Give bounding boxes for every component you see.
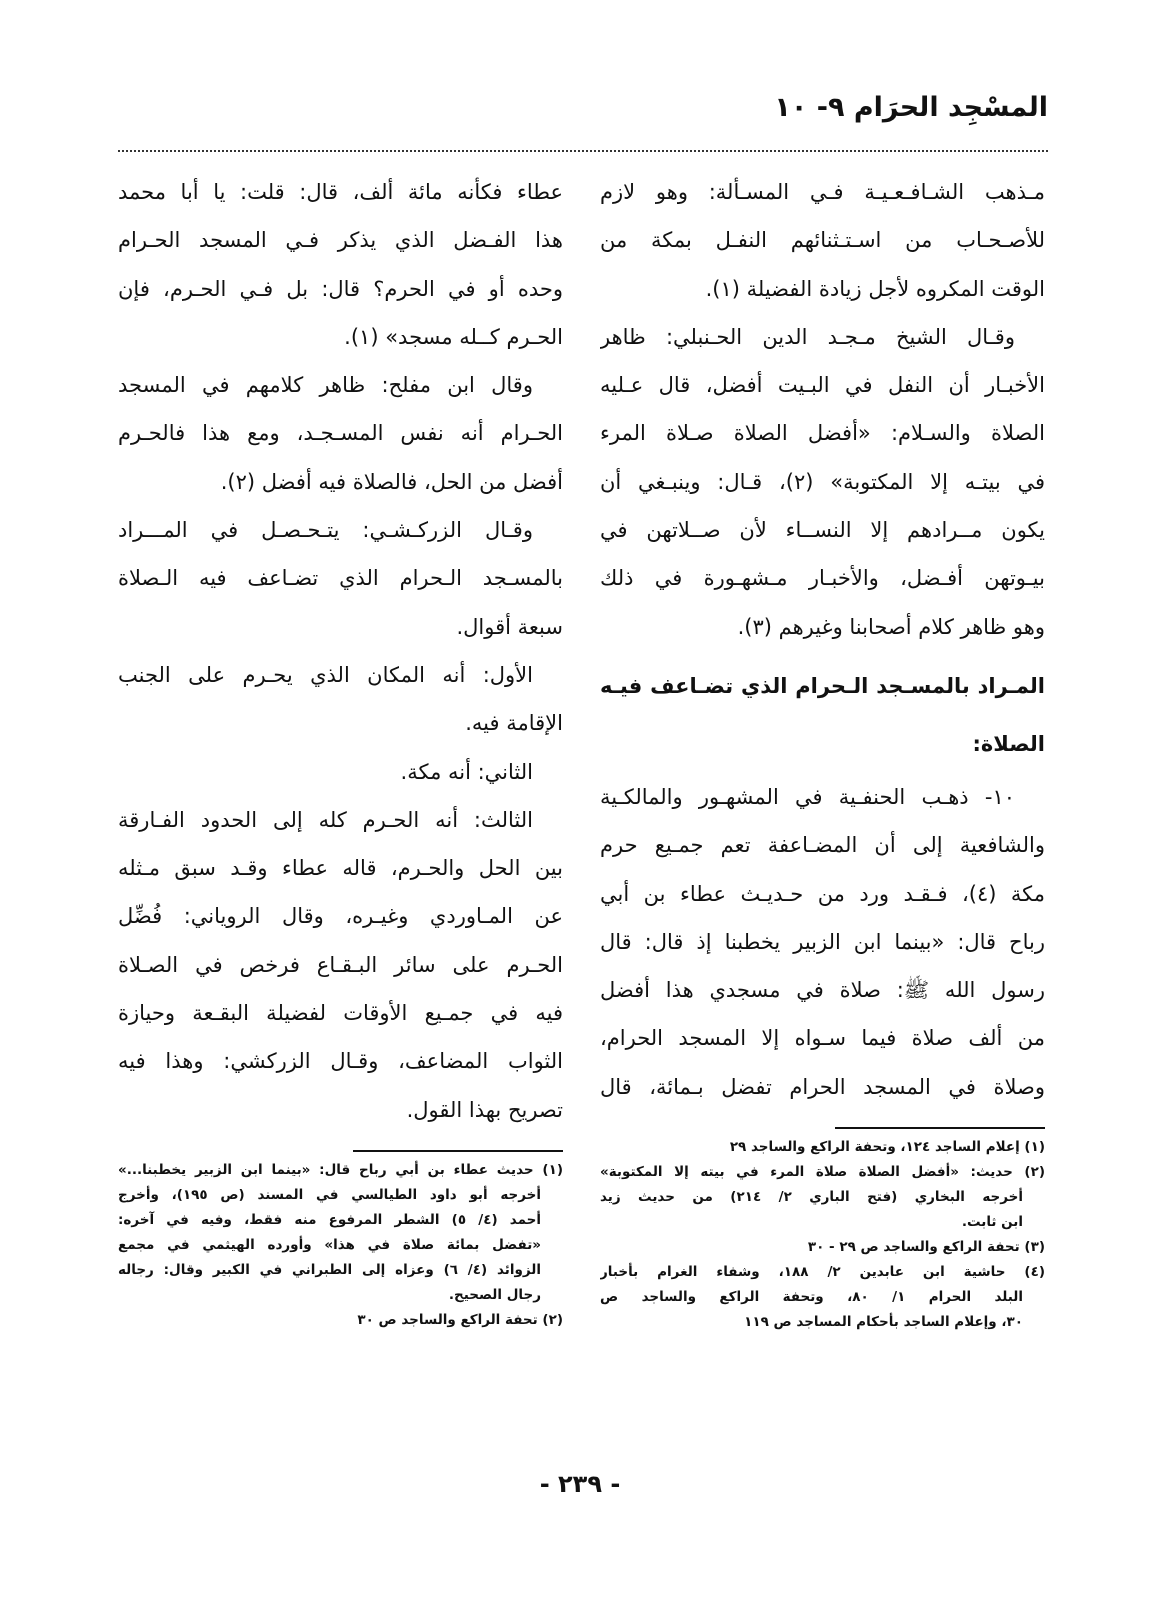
footnote-line: رجال الصحيح. [448, 1286, 541, 1303]
footnote-line: «تفضل بمائة صلاة في هذا» وأورده الهيثمي في مجمع [118, 1236, 541, 1253]
footnote-line: البلد الحرام ١/ ٨٠، وتحفة الراكع والساجد ص [600, 1289, 1023, 1306]
footnote-line: أحمد (٤/ ٥) الشطر المرفوع منه فقط، وفيه في آخره: [118, 1211, 542, 1228]
body-text-line: الأخبـار أن النفل في البـيت أفضل، قال عـليه [600, 373, 1045, 398]
footnote-line: ٣٠، وإعلام الساجد بأحكام المساجد ص ١١٩ [744, 1314, 1023, 1331]
left-column [118, 168, 563, 1333]
body-text-line: فيه في جمـيع الأوقات لفضيلة البقـعة وحيازة [118, 1001, 563, 1026]
body-text-line: رسول الله ﷺ: صلاة في مسجدي هذا أفضل [600, 978, 1045, 1003]
footnote-line: (٣) تحفة الراكع والساجد ص ٢٩ - ٣٠ [807, 1239, 1045, 1256]
footnote-separator [835, 1127, 1045, 1129]
right-column [600, 168, 1045, 1335]
body-text-line: مكة (٤)، فـقـد ورد من حـديـث عطاء بن أبي [600, 881, 1045, 906]
page-number: - ٢٣٩ - [539, 1470, 621, 1498]
body-text-line: بين الحل والحـرم، قاله عطاء وقـد سبق مـثله [118, 856, 563, 881]
body-text-line: عطاء فكأنه مائة ألف، قال: قلت: يا أبا محمد [118, 180, 563, 204]
body-text-line: وقـال الزركـشـي: يتـحـصـل في المـــراد [118, 518, 533, 543]
body-text-line: أفضل من الحل، فالصلاة فيه أفضل (٢). [220, 469, 563, 494]
body-text-line: وهو ظاهر كلام أصحابنا وغيرهم (٣). [737, 614, 1045, 639]
body-text-line: من ألف صلاة فيما سـواه إلا المسجد الحرام، [600, 1026, 1045, 1051]
section-heading-line: المـراد بالمسـجد الـحرام الذي تضـاعف فيـه [600, 673, 1045, 698]
body-text-line: الثواب المضاعف، وقـال الزركشي: وهذا فيه [118, 1049, 563, 1074]
footnote-separator [353, 1150, 563, 1152]
body-text-line: الإقامة فيه. [465, 711, 563, 736]
body-text-line: في بيتـه إلا المكتوبة» (٢)، قـال: وينبـغي أن [600, 469, 1045, 494]
body-text-line: الثالث: أنه الحـرم كله إلى الحدود الفـارقة [118, 807, 533, 832]
body-text-line: عن المـاوردي وغيـره، وقال الروياني: فُضِّل [118, 904, 563, 929]
body-text-line: سبعة أقوال. [456, 614, 563, 639]
body-text-line: بيـوتهن أفـضل، والأخبـار مـشهـورة في ذلك [600, 566, 1045, 591]
body-text-line: ١٠- ذهـب الحنفـية في المشهـور والمالكـية [600, 784, 1015, 809]
body-text-line: بالمسـجد الـحرام الذي تضـاعف فيه الـصلاة [118, 566, 563, 591]
body-text-line: والشافعية إلى أن المضـاعفة تعم جمـيع حرم [600, 833, 1045, 858]
footnote-line: ابن ثابت. [961, 1214, 1023, 1231]
body-text-line: مـذهب الشـافـعـيـة فـي المسـألة: وهو لازم [600, 180, 1045, 204]
body-text-line: الصلاة والسـلام: «أفضل الصلاة صـلاة المرء [600, 421, 1045, 446]
footnote-line: أخرجه البخاري (فتح الباري ٢/ ٢١٤) من حديث زيد [600, 1189, 1023, 1206]
header-divider [118, 150, 1048, 152]
footnote-line: (١) حديث عطاء بن أبي رباح قال: «بينما ابن الزبير يخطبنا...» [118, 1161, 563, 1178]
body-text-line: الحـرم كــله مسجد» (١). [344, 324, 563, 349]
footnote-line: أخرجه أبو داود الطيالسي في المسند (ص ١٩٥)، وأخرج [118, 1186, 542, 1203]
footnote-line: (٢) حديث: «أفضل الصلاة صلاة المرء في بيته إلا المكتوبة» [600, 1164, 1045, 1181]
footnote-line: (١) إعلام الساجد ١٢٤، وتحفة الراكع والساجد ٢٩ [729, 1139, 1045, 1156]
footnote-line: (٤) حاشية ابن عابدين ٢/ ١٨٨، وشفاء الغرام بأخبار [600, 1264, 1045, 1281]
body-text-line: وصلاة في المسجد الحرام تفضل بـمائة، قال [600, 1074, 1045, 1099]
body-text-line: وحده أو في الحرم؟ قال: بل فـي الحـرم، فإن [118, 276, 563, 301]
body-text-line: وقـال الشيخ مـجـد الدين الحـنبلي: ظاهر [600, 324, 1015, 349]
body-text-line: يكون مــرادهم إلا النســاء لأن صــلاتهن في [600, 518, 1045, 543]
body-text-line: الوقت المكروه لأجل زيادة الفضيلة (١). [705, 276, 1045, 301]
body-text-line: الحـرم على سائر البـقـاع فرخص في الصـلاة [118, 952, 563, 977]
body-text-line: الحـرام أنه نفس المسـجـد، ومع هذا فالحـرم [118, 421, 563, 446]
body-text-line: تصريح بهذا القول. [406, 1097, 563, 1122]
running-header: المسْجِد الحرَام ٩- ١٠ [774, 92, 1048, 123]
body-text-line: رباح قال: «بينما ابن الزبير يخطبنا إذ قال: قال [600, 929, 1045, 954]
body-text-line: الثاني: أنه مكة. [400, 759, 533, 784]
footnote-line: الزوائد (٤/ ٦) وعزاه إلى الطبراني في الكبير وقال: رجاله [118, 1261, 541, 1278]
section-heading-line: الصلاة: [972, 731, 1045, 756]
body-text-line: للأصـحـاب من اسـتـثنائهم النفـل بمكة من [600, 228, 1045, 253]
body-text-line: هذا الفـضل الذي يذكر فـي المسجد الحـرام [118, 228, 563, 253]
body-text-line: وقال ابن مفلح: ظاهر كلامهم في المسجد [118, 373, 533, 398]
footnote-line: (٢) تحفة الراكع والساجد ص ٣٠ [357, 1311, 563, 1328]
body-text-line: الأول: أنه المكان الذي يحـرم على الجنب [118, 662, 533, 687]
